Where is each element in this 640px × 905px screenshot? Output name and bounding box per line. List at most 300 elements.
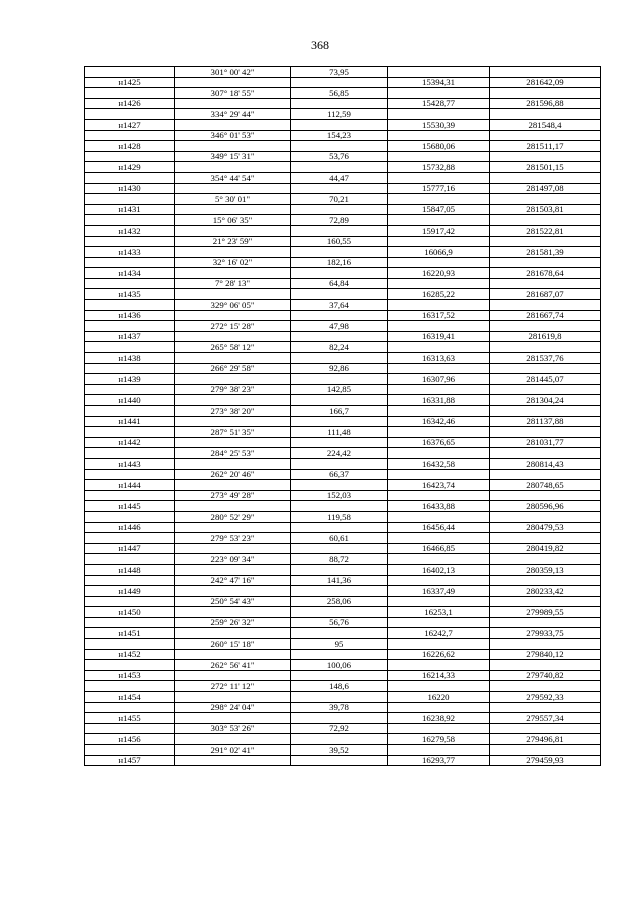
x-coordinate-cell: 15394,31 xyxy=(388,77,490,88)
x-coordinate-cell: 16307,96 xyxy=(388,374,490,385)
x-coordinate-cell xyxy=(388,427,490,438)
direction-angle-cell xyxy=(175,247,291,258)
y-coordinate-cell: 281667,74 xyxy=(490,310,601,321)
point-name-cell xyxy=(85,406,175,417)
x-coordinate-cell xyxy=(388,596,490,607)
distance-cell: 64,84 xyxy=(291,278,388,289)
direction-angle-cell xyxy=(175,649,291,660)
direction-angle-cell xyxy=(175,162,291,173)
point-name-cell xyxy=(85,469,175,480)
direction-angle-cell: 273° 49' 28" xyxy=(175,490,291,501)
point-name-cell: н1425 xyxy=(85,77,175,88)
point-name-cell: н1455 xyxy=(85,713,175,724)
table-row xyxy=(85,278,601,289)
distance-cell xyxy=(291,670,388,681)
point-name-cell: н1457 xyxy=(85,755,175,766)
table-row xyxy=(85,98,601,109)
direction-angle-cell xyxy=(175,141,291,152)
x-coordinate-cell: 16337,49 xyxy=(388,586,490,597)
distance-cell: 72,89 xyxy=(291,215,388,226)
y-coordinate-cell: 279592,33 xyxy=(490,692,601,703)
point-name-cell: н1433 xyxy=(85,247,175,258)
table-row xyxy=(85,734,601,745)
distance-cell: 224,42 xyxy=(291,448,388,459)
direction-angle-cell: 272° 15' 28" xyxy=(175,321,291,332)
table-row xyxy=(85,564,601,575)
y-coordinate-cell xyxy=(490,109,601,120)
table-row xyxy=(85,194,601,205)
direction-angle-cell: 7° 28' 13" xyxy=(175,278,291,289)
table-row xyxy=(85,109,601,120)
x-coordinate-cell: 16293,77 xyxy=(388,755,490,766)
direction-angle-cell xyxy=(175,416,291,427)
y-coordinate-cell xyxy=(490,321,601,332)
table-row xyxy=(85,257,601,268)
point-name-cell xyxy=(85,448,175,459)
point-name-cell: н1445 xyxy=(85,501,175,512)
distance-cell: 92,86 xyxy=(291,363,388,374)
y-coordinate-cell: 281687,07 xyxy=(490,289,601,300)
y-coordinate-cell: 281642,09 xyxy=(490,77,601,88)
distance-cell xyxy=(291,480,388,491)
x-coordinate-cell xyxy=(388,194,490,205)
y-coordinate-cell: 281596,88 xyxy=(490,98,601,109)
table-row xyxy=(85,458,601,469)
x-coordinate-cell: 16432,58 xyxy=(388,458,490,469)
table-row xyxy=(85,130,601,141)
x-coordinate-cell: 16433,88 xyxy=(388,501,490,512)
point-name-cell xyxy=(85,109,175,120)
x-coordinate-cell xyxy=(388,172,490,183)
point-name-cell xyxy=(85,533,175,544)
table-row xyxy=(85,406,601,417)
y-coordinate-cell xyxy=(490,617,601,628)
table-row xyxy=(85,289,601,300)
direction-angle-cell: 298° 24' 04" xyxy=(175,702,291,713)
x-coordinate-cell: 16376,65 xyxy=(388,437,490,448)
table-row xyxy=(85,617,601,628)
x-coordinate-cell: 15917,42 xyxy=(388,225,490,236)
x-coordinate-cell xyxy=(388,67,490,78)
direction-angle-cell: 279° 53' 23" xyxy=(175,533,291,544)
x-coordinate-cell xyxy=(388,300,490,311)
table-row xyxy=(85,416,601,427)
direction-angle-cell: 223° 09' 34" xyxy=(175,554,291,565)
x-coordinate-cell: 15680,06 xyxy=(388,141,490,152)
x-coordinate-cell xyxy=(388,533,490,544)
point-name-cell: н1449 xyxy=(85,586,175,597)
x-coordinate-cell: 16220 xyxy=(388,692,490,703)
x-coordinate-cell xyxy=(388,236,490,247)
table-row xyxy=(85,342,601,353)
y-coordinate-cell xyxy=(490,490,601,501)
direction-angle-cell: 266° 29' 58" xyxy=(175,363,291,374)
table-row xyxy=(85,639,601,650)
point-name-cell xyxy=(85,363,175,374)
direction-angle-cell xyxy=(175,437,291,448)
distance-cell: 56,85 xyxy=(291,88,388,99)
y-coordinate-cell xyxy=(490,130,601,141)
table-row xyxy=(85,745,601,756)
y-coordinate-cell: 280233,42 xyxy=(490,586,601,597)
distance-cell: 142,85 xyxy=(291,384,388,395)
point-name-cell xyxy=(85,151,175,162)
point-name-cell: н1426 xyxy=(85,98,175,109)
y-coordinate-cell xyxy=(490,236,601,247)
point-name-cell: н1450 xyxy=(85,607,175,618)
table-row xyxy=(85,522,601,533)
table-row xyxy=(85,681,601,692)
table-row xyxy=(85,119,601,130)
direction-angle-cell xyxy=(175,119,291,130)
x-coordinate-cell xyxy=(388,723,490,734)
direction-angle-cell xyxy=(175,77,291,88)
point-name-cell: н1434 xyxy=(85,268,175,279)
point-name-cell xyxy=(85,215,175,226)
y-coordinate-cell: 280596,96 xyxy=(490,501,601,512)
y-coordinate-cell xyxy=(490,300,601,311)
x-coordinate-cell xyxy=(388,469,490,480)
y-coordinate-cell xyxy=(490,172,601,183)
y-coordinate-cell xyxy=(490,384,601,395)
x-coordinate-cell: 15732,88 xyxy=(388,162,490,173)
y-coordinate-cell: 280479,53 xyxy=(490,522,601,533)
direction-angle-cell xyxy=(175,395,291,406)
distance-cell: 119,58 xyxy=(291,511,388,522)
x-coordinate-cell: 15847,05 xyxy=(388,204,490,215)
point-name-cell xyxy=(85,511,175,522)
y-coordinate-cell: 281501,15 xyxy=(490,162,601,173)
point-name-cell xyxy=(85,130,175,141)
table-row xyxy=(85,755,601,766)
table-row xyxy=(85,172,601,183)
x-coordinate-cell: 16313,63 xyxy=(388,353,490,364)
distance-cell: 100,06 xyxy=(291,660,388,671)
distance-cell: 154,23 xyxy=(291,130,388,141)
distance-cell xyxy=(291,543,388,554)
point-name-cell xyxy=(85,67,175,78)
direction-angle-cell xyxy=(175,564,291,575)
table-row xyxy=(85,607,601,618)
table-row xyxy=(85,480,601,491)
x-coordinate-cell: 16317,52 xyxy=(388,310,490,321)
y-coordinate-cell: 279496,81 xyxy=(490,734,601,745)
x-coordinate-cell xyxy=(388,278,490,289)
table-row xyxy=(85,692,601,703)
distance-cell xyxy=(291,77,388,88)
distance-cell xyxy=(291,225,388,236)
point-name-cell xyxy=(85,617,175,628)
table-row xyxy=(85,247,601,258)
distance-cell xyxy=(291,204,388,215)
direction-angle-cell: 272° 11' 12" xyxy=(175,681,291,692)
y-coordinate-cell xyxy=(490,278,601,289)
point-name-cell: н1430 xyxy=(85,183,175,194)
table-row xyxy=(85,374,601,385)
direction-angle-cell: 334° 29' 44" xyxy=(175,109,291,120)
distance-cell xyxy=(291,162,388,173)
y-coordinate-cell xyxy=(490,406,601,417)
point-name-cell: н1447 xyxy=(85,543,175,554)
table-row xyxy=(85,628,601,639)
x-coordinate-cell: 15530,39 xyxy=(388,119,490,130)
point-name-cell xyxy=(85,236,175,247)
table-row xyxy=(85,533,601,544)
y-coordinate-cell xyxy=(490,639,601,650)
x-coordinate-cell xyxy=(388,511,490,522)
y-coordinate-cell: 281619,8 xyxy=(490,331,601,342)
y-coordinate-cell xyxy=(490,427,601,438)
x-coordinate-cell xyxy=(388,490,490,501)
direction-angle-cell: 273° 38' 20" xyxy=(175,406,291,417)
distance-cell: 152,03 xyxy=(291,490,388,501)
direction-angle-cell: 262° 20' 46" xyxy=(175,469,291,480)
distance-cell: 82,24 xyxy=(291,342,388,353)
y-coordinate-cell: 281304,24 xyxy=(490,395,601,406)
distance-cell: 37,64 xyxy=(291,300,388,311)
distance-cell: 39,78 xyxy=(291,702,388,713)
distance-cell xyxy=(291,416,388,427)
table-row xyxy=(85,649,601,660)
table-row xyxy=(85,236,601,247)
x-coordinate-cell xyxy=(388,384,490,395)
point-name-cell xyxy=(85,194,175,205)
point-name-cell xyxy=(85,257,175,268)
table-row xyxy=(85,501,601,512)
x-coordinate-cell xyxy=(388,575,490,586)
x-coordinate-cell: 16456,44 xyxy=(388,522,490,533)
table-row xyxy=(85,469,601,480)
x-coordinate-cell xyxy=(388,321,490,332)
page-number: 368 xyxy=(311,38,329,52)
direction-angle-cell: 287° 51' 35" xyxy=(175,427,291,438)
table-row xyxy=(85,204,601,215)
table-row xyxy=(85,363,601,374)
x-coordinate-cell: 16402,13 xyxy=(388,564,490,575)
distance-cell: 160,55 xyxy=(291,236,388,247)
x-coordinate-cell xyxy=(388,215,490,226)
point-name-cell: н1442 xyxy=(85,437,175,448)
x-coordinate-cell xyxy=(388,406,490,417)
y-coordinate-cell xyxy=(490,723,601,734)
x-coordinate-cell: 16285,22 xyxy=(388,289,490,300)
table-row xyxy=(85,141,601,152)
distance-cell: 258,06 xyxy=(291,596,388,607)
point-name-cell: н1437 xyxy=(85,331,175,342)
y-coordinate-cell: 280748,65 xyxy=(490,480,601,491)
distance-cell: 166,7 xyxy=(291,406,388,417)
coordinates-table-wrapper xyxy=(84,66,600,766)
distance-cell xyxy=(291,628,388,639)
direction-angle-cell: 329° 06' 05" xyxy=(175,300,291,311)
point-name-cell xyxy=(85,427,175,438)
distance-cell xyxy=(291,268,388,279)
distance-cell xyxy=(291,564,388,575)
distance-cell xyxy=(291,98,388,109)
y-coordinate-cell: 279840,12 xyxy=(490,649,601,660)
point-name-cell xyxy=(85,342,175,353)
direction-angle-cell: 32° 16' 02" xyxy=(175,257,291,268)
table-row xyxy=(85,331,601,342)
y-coordinate-cell: 281678,64 xyxy=(490,268,601,279)
distance-cell: 73,95 xyxy=(291,67,388,78)
y-coordinate-cell xyxy=(490,596,601,607)
x-coordinate-cell: 16279,58 xyxy=(388,734,490,745)
point-name-cell xyxy=(85,278,175,289)
direction-angle-cell: 259° 26' 32" xyxy=(175,617,291,628)
table-row xyxy=(85,321,601,332)
table-row xyxy=(85,713,601,724)
direction-angle-cell xyxy=(175,607,291,618)
distance-cell: 88,72 xyxy=(291,554,388,565)
direction-angle-cell xyxy=(175,522,291,533)
y-coordinate-cell xyxy=(490,660,601,671)
y-coordinate-cell: 279557,34 xyxy=(490,713,601,724)
direction-angle-cell: 280° 52' 29" xyxy=(175,511,291,522)
distance-cell xyxy=(291,755,388,766)
y-coordinate-cell: 281511,17 xyxy=(490,141,601,152)
table-row xyxy=(85,702,601,713)
table-row xyxy=(85,151,601,162)
direction-angle-cell xyxy=(175,98,291,109)
x-coordinate-cell: 16466,85 xyxy=(388,543,490,554)
table-row xyxy=(85,554,601,565)
point-name-cell: н1443 xyxy=(85,458,175,469)
y-coordinate-cell xyxy=(490,554,601,565)
y-coordinate-cell: 281445,07 xyxy=(490,374,601,385)
x-coordinate-cell xyxy=(388,702,490,713)
direction-angle-cell xyxy=(175,755,291,766)
point-name-cell: н1432 xyxy=(85,225,175,236)
point-name-cell xyxy=(85,300,175,311)
point-name-cell: н1456 xyxy=(85,734,175,745)
x-coordinate-cell xyxy=(388,617,490,628)
point-name-cell xyxy=(85,681,175,692)
table-row xyxy=(85,67,601,78)
y-coordinate-cell xyxy=(490,151,601,162)
direction-angle-cell: 354° 44' 54" xyxy=(175,172,291,183)
distance-cell xyxy=(291,310,388,321)
point-name-cell xyxy=(85,596,175,607)
direction-angle-cell xyxy=(175,480,291,491)
point-name-cell: н1446 xyxy=(85,522,175,533)
table-row xyxy=(85,670,601,681)
table-row xyxy=(85,310,601,321)
table-row xyxy=(85,88,601,99)
y-coordinate-cell: 280814,43 xyxy=(490,458,601,469)
direction-angle-cell: 265° 58' 12" xyxy=(175,342,291,353)
distance-cell: 39,52 xyxy=(291,745,388,756)
x-coordinate-cell xyxy=(388,88,490,99)
x-coordinate-cell: 16066,9 xyxy=(388,247,490,258)
direction-angle-cell: 284° 25' 53" xyxy=(175,448,291,459)
table-row xyxy=(85,511,601,522)
y-coordinate-cell: 279989,55 xyxy=(490,607,601,618)
direction-angle-cell: 291° 02' 41" xyxy=(175,745,291,756)
direction-angle-cell xyxy=(175,734,291,745)
y-coordinate-cell: 281581,39 xyxy=(490,247,601,258)
x-coordinate-cell xyxy=(388,660,490,671)
direction-angle-cell xyxy=(175,310,291,321)
table-row xyxy=(85,543,601,554)
y-coordinate-cell: 279740,82 xyxy=(490,670,601,681)
distance-cell: 182,16 xyxy=(291,257,388,268)
table-row xyxy=(85,427,601,438)
x-coordinate-cell: 15777,16 xyxy=(388,183,490,194)
y-coordinate-cell: 280359,13 xyxy=(490,564,601,575)
distance-cell: 72,92 xyxy=(291,723,388,734)
direction-angle-cell xyxy=(175,713,291,724)
direction-angle-cell xyxy=(175,543,291,554)
point-name-cell: н1452 xyxy=(85,649,175,660)
direction-angle-cell xyxy=(175,586,291,597)
x-coordinate-cell xyxy=(388,130,490,141)
direction-angle-cell xyxy=(175,458,291,469)
y-coordinate-cell: 280419,82 xyxy=(490,543,601,554)
point-name-cell xyxy=(85,384,175,395)
coordinates-table xyxy=(84,66,601,766)
y-coordinate-cell xyxy=(490,215,601,226)
distance-cell xyxy=(291,374,388,385)
distance-cell: 148,6 xyxy=(291,681,388,692)
distance-cell: 112,59 xyxy=(291,109,388,120)
point-name-cell: н1429 xyxy=(85,162,175,173)
distance-cell xyxy=(291,501,388,512)
distance-cell xyxy=(291,247,388,258)
point-name-cell xyxy=(85,575,175,586)
y-coordinate-cell: 281548,4 xyxy=(490,119,601,130)
point-name-cell xyxy=(85,172,175,183)
direction-angle-cell: 21° 23' 59" xyxy=(175,236,291,247)
y-coordinate-cell xyxy=(490,194,601,205)
direction-angle-cell: 279° 38' 23" xyxy=(175,384,291,395)
distance-cell xyxy=(291,289,388,300)
table-row xyxy=(85,596,601,607)
distance-cell xyxy=(291,331,388,342)
table-row xyxy=(85,448,601,459)
y-coordinate-cell xyxy=(490,448,601,459)
point-name-cell xyxy=(85,639,175,650)
x-coordinate-cell: 16331,88 xyxy=(388,395,490,406)
direction-angle-cell xyxy=(175,501,291,512)
point-name-cell: н1454 xyxy=(85,692,175,703)
point-name-cell: н1427 xyxy=(85,119,175,130)
y-coordinate-cell xyxy=(490,511,601,522)
table-row xyxy=(85,77,601,88)
table-row xyxy=(85,437,601,448)
distance-cell: 141,36 xyxy=(291,575,388,586)
coordinates-table-body xyxy=(85,67,601,766)
y-coordinate-cell xyxy=(490,67,601,78)
x-coordinate-cell xyxy=(388,639,490,650)
table-row xyxy=(85,183,601,194)
y-coordinate-cell: 281137,88 xyxy=(490,416,601,427)
distance-cell xyxy=(291,522,388,533)
direction-angle-cell xyxy=(175,331,291,342)
point-name-cell xyxy=(85,723,175,734)
x-coordinate-cell xyxy=(388,745,490,756)
table-row xyxy=(85,723,601,734)
point-name-cell xyxy=(85,745,175,756)
x-coordinate-cell xyxy=(388,681,490,692)
point-name-cell: н1439 xyxy=(85,374,175,385)
table-row xyxy=(85,660,601,671)
y-coordinate-cell: 281522,81 xyxy=(490,225,601,236)
point-name-cell: н1441 xyxy=(85,416,175,427)
table-row xyxy=(85,395,601,406)
distance-cell: 95 xyxy=(291,639,388,650)
direction-angle-cell: 242° 47' 16" xyxy=(175,575,291,586)
